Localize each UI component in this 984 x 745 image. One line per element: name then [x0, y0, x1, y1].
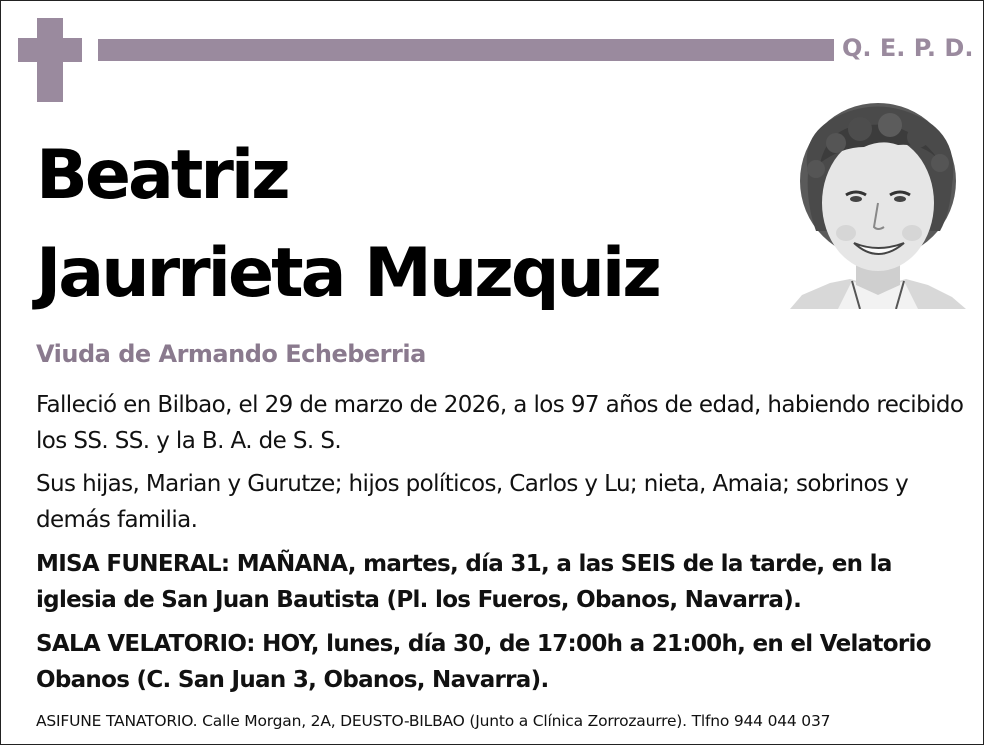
death-notice-paragraph: Falleció en Bilbao, el 29 de marzo de 2026, a los 97 años de edad, habiendo recibido los SS. SS. y la B. A. de S. S.: [36, 392, 964, 454]
header-divider-bar: [98, 39, 834, 61]
cross-horizontal-bar: [18, 38, 82, 62]
deceased-last-names: Jaurrieta Muzquiz: [36, 234, 659, 313]
deceased-first-name: Beatriz: [36, 136, 288, 215]
qepd-label: Q. E. P. D.: [842, 34, 974, 62]
funeral-home-footer: ASIFUNE TANATORIO. Calle Morgan, 2A, DEUSTO-BILBAO (Junto a Clínica Zorrozaurre). Tlfno 944 044 037: [36, 712, 831, 730]
funeral-mass-paragraph: MISA FUNERAL: MAÑANA, martes, día 31, a las SEIS de la tarde, en la iglesia de San Juan Bautista (Pl. los Fueros, Obanos, Navarra).: [36, 551, 892, 613]
widow-subtitle: Viuda de Armando Echeberria: [36, 340, 426, 368]
family-paragraph: Sus hijas, Marian y Gurutze; hijos políticos, Carlos y Lu; nieta, Amaia; sobrinos y demás familia.: [36, 471, 909, 533]
wake-paragraph: SALA VELATORIO: HOY, lunes, día 30, de 17:00h a 21:00h, en el Velatorio Obanos (C. San Juan 3, Obanos, Navarra).: [36, 631, 931, 693]
portrait-photo: [790, 103, 966, 309]
